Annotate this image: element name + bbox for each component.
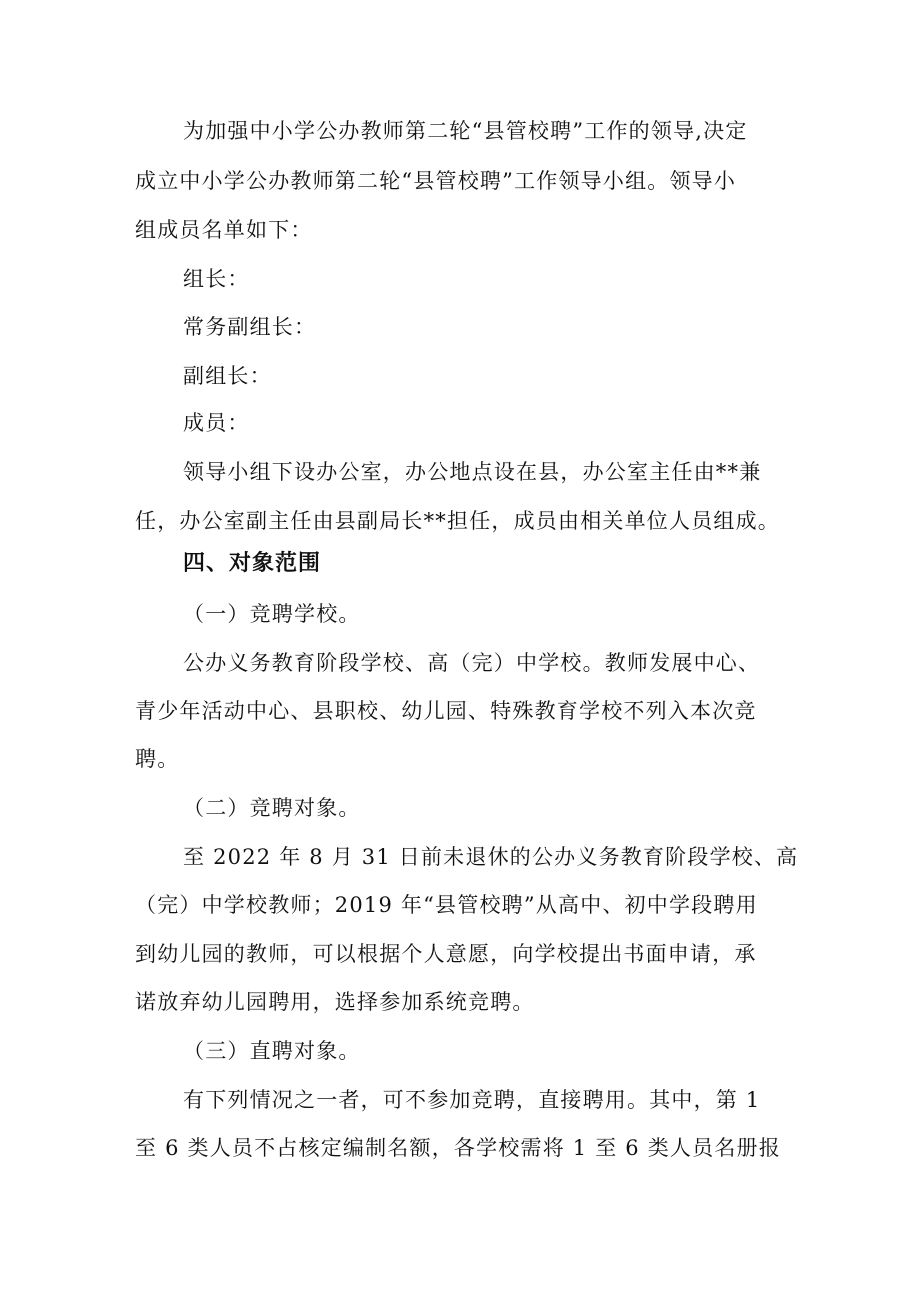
- paragraph-line: 成立中小学公办教师第二轮“县管校聘”工作领导小组。领导小: [135, 169, 737, 193]
- paragraph-line: 有下列情况之一者，可不参加竞聘，直接聘用。其中，第 1: [183, 1088, 761, 1112]
- paragraph-line: 为加强中小学公办教师第二轮“县管校聘”工作的领导,决定: [183, 119, 748, 143]
- role-executive-deputy: 常务副组长：: [183, 315, 317, 339]
- subsection-heading: （三）直聘对象。: [183, 1039, 361, 1063]
- paragraph-line: 至 6 类人员不占核定编制名额，各学校需将 1 至 6 类人员名册报: [135, 1136, 781, 1160]
- role-leader: 组长：: [183, 267, 250, 291]
- paragraph-line: 至 2022 年 8 月 31 日前未退休的公办义务教育阶段学校、高: [183, 845, 799, 869]
- paragraph-line: 聘。: [135, 747, 180, 771]
- paragraph-line: 青少年活动中心、县职校、幼儿园、特殊教育学校不列入本次竞: [135, 699, 757, 723]
- paragraph-line: 任，办公室副主任由县副局长**担任，成员由相关单位人员组成。: [135, 509, 780, 533]
- section-heading: 四、对象范围: [183, 551, 322, 576]
- subsection-heading: （二）竞聘对象。: [183, 796, 361, 820]
- paragraph-line: 领导小组下设办公室，办公地点设在县，办公室主任由**兼: [183, 460, 762, 484]
- paragraph-line: （完）中学校教师；2019 年“县管校聘”从高中、初中学段聘用: [135, 893, 758, 917]
- subsection-heading: （一）竞聘学校。: [183, 602, 361, 626]
- paragraph-line: 公办义务教育阶段学校、高（完）中学校。教师发展中心、: [183, 651, 761, 675]
- paragraph-line: 组成员名单如下：: [135, 218, 313, 242]
- role-members: 成员：: [183, 411, 250, 435]
- role-deputy: 副组长：: [183, 364, 272, 388]
- paragraph-line: 诺放弃幼儿园聘用，选择参加系统竞聘。: [135, 990, 535, 1014]
- paragraph-line: 到幼儿园的教师，可以根据个人意愿，向学校提出书面申请，承: [135, 942, 757, 966]
